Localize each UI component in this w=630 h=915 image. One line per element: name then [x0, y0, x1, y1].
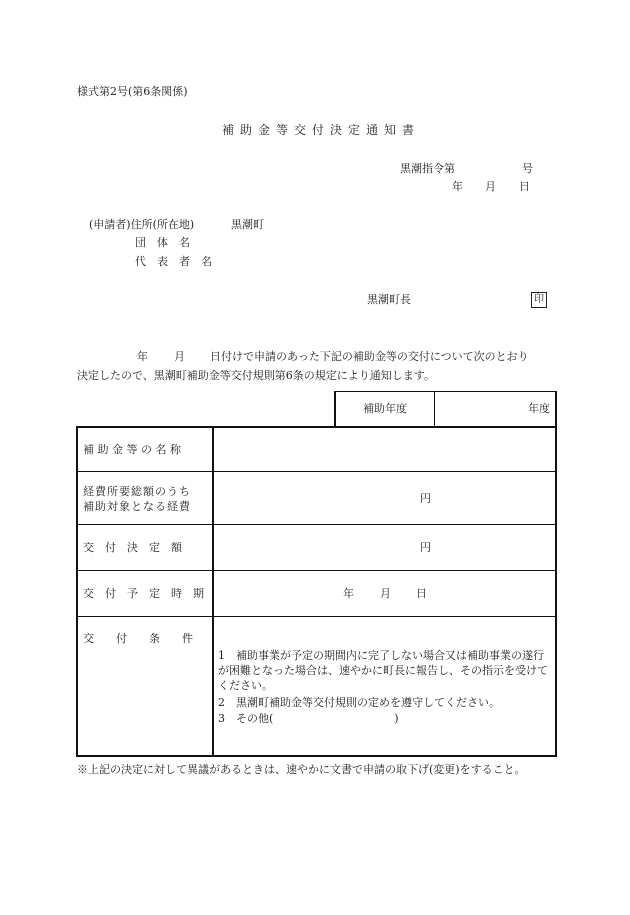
table-top-border	[334, 391, 556, 392]
fiscal-year-label: 補助年度	[363, 402, 407, 415]
row-divider-1	[76, 471, 557, 472]
table-label-divider	[212, 426, 214, 756]
table-right-border	[555, 391, 557, 756]
date-month: 月	[485, 180, 496, 193]
fiscal-year-unit: 年度	[528, 402, 550, 415]
subsidy-name-label: 補 助 金 等 の 名 称	[83, 443, 181, 456]
table-left-border	[76, 426, 78, 756]
condition-2: 2 黒潮町補助金等交付規則の定めを遵守してください。	[218, 696, 500, 709]
row-divider-4	[76, 616, 557, 617]
applicant-address-value: 黒潮町	[231, 218, 264, 231]
amount-label: 交 付 決 定 額	[83, 541, 182, 554]
table-main-top-border	[76, 426, 557, 428]
schedule-day: 日	[416, 587, 427, 600]
row-divider-3	[76, 570, 557, 571]
document-title: 補助金等交付決定通知書	[222, 123, 421, 137]
condition-3: 3 その他( )	[218, 712, 399, 725]
table-bottom-border	[76, 755, 557, 757]
schedule-month: 月	[380, 587, 391, 600]
date-year: 年	[452, 180, 463, 193]
fiscal-left-border	[334, 391, 336, 427]
amount-unit: 円	[420, 541, 431, 554]
body-line-2: 決定したので、黒潮町補助金等交付規則第6条の規定により通知します。	[77, 369, 435, 382]
conditions-label: 交 付 条 件	[83, 632, 193, 645]
fiscal-divider	[434, 391, 435, 427]
issuer-name: 黒潮町長	[367, 293, 411, 306]
cost-label-line-2: 補助対象となる経費	[83, 500, 191, 513]
row-divider-2	[76, 524, 557, 525]
body-line-1: 日付けで申請のあった下記の補助金等の交付について次のとおり	[210, 350, 529, 363]
reference-number-suffix: 号	[522, 162, 533, 175]
seal-box: 印	[531, 292, 547, 308]
cost-unit: 円	[420, 492, 431, 505]
condition-1: 1 補助事業が予定の期間内に完了しない場合又は補助事業の遂行が困難となった場合は、速やかに町長に報告し、その指示を受けてください。	[218, 649, 548, 692]
body-month: 月	[174, 350, 185, 363]
schedule-label: 交 付 予 定 時 期	[83, 587, 204, 600]
schedule-year: 年	[343, 587, 354, 600]
body-year: 年	[137, 350, 148, 363]
date-day: 日	[519, 180, 530, 193]
form-number: 様式第2号(第6条関係)	[77, 85, 188, 98]
cost-label-line-1: 経費所要総額のうち	[83, 485, 191, 498]
reference-number-label: 黒潮指令第	[400, 162, 455, 175]
applicant-rep-label: 代 表 者 名	[135, 255, 212, 268]
applicant-address-label: (申請者)住所(所在地)	[89, 218, 195, 231]
footnote: ※上記の決定に対して異議があるときは、速やかに文書で申請の取下げ(変更)をすること。	[77, 763, 526, 776]
applicant-org-label: 団 体 名	[135, 236, 190, 249]
